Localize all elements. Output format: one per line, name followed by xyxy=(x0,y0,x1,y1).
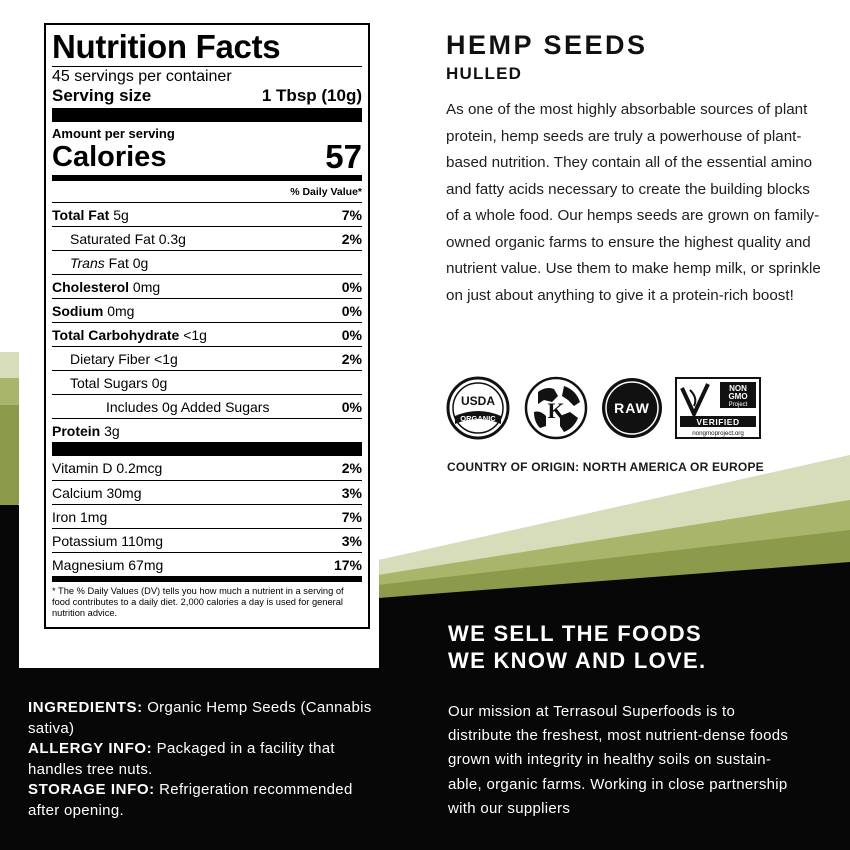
vitamin-row-vitamin-d: Vitamin D 0.2mcg 2% xyxy=(52,460,362,476)
usda-organic-icon xyxy=(446,376,510,440)
amount-per-serving: Amount per serving xyxy=(52,126,175,141)
nutrient-row-protein: Protein 3g xyxy=(52,418,362,442)
divider-thick xyxy=(52,108,362,122)
storage-label: STORAGE INFO: xyxy=(28,781,155,799)
serving-size-value: 1 Tbsp (10g) xyxy=(261,86,362,105)
product-info xyxy=(28,698,388,822)
product-title: HEMP SEEDS xyxy=(446,30,648,60)
non-gmo-verified-icon xyxy=(674,376,762,440)
svg-text:ORGANIC: ORGANIC xyxy=(460,414,496,423)
product-description: As one of the most highly absorbable sources of plant protein, hemp seeds are truly a powerhouse of plant-based nutrition. They contain all of the essential amino and fatty acids necessary to create the building blocks of a whole food. Our hemps seeds are grown on family-owned organic farms to ensure the highest quality and nutrient value. Use them to make hemp milk, or sprinkle on just about anything to give it a protein-rich boost! xyxy=(446,101,821,304)
divider-footnote xyxy=(52,576,362,582)
daily-value-header: % Daily Value* xyxy=(290,186,362,198)
nutrient-row-trans-fat: Trans Fat 0g xyxy=(52,250,362,274)
nutrition-title: Nutrition Facts xyxy=(52,29,362,67)
kosher-globe-icon xyxy=(524,376,588,440)
serving-size-row xyxy=(52,86,362,105)
svg-text:Project: Project xyxy=(728,402,748,408)
nutrient-row-cholesterol: Cholesterol 0mg 0% xyxy=(52,274,362,298)
nutrient-row-total-fat: Total Fat 5g 7% xyxy=(52,202,362,226)
vitamin-row-calcium: Calcium 30mg 3% xyxy=(52,480,362,504)
slogan-line-1: WE SELL THE FOODS xyxy=(448,621,702,646)
ingredients-label: INGREDIENTS: xyxy=(28,699,143,716)
vitamin-row-potassium: Potassium 110mg 3% xyxy=(52,528,362,552)
vitamin-row-magnesium: Magnesium 67mg 17% xyxy=(52,552,362,576)
svg-text:VERIFIED: VERIFIED xyxy=(696,417,740,427)
country-of-origin: COUNTRY OF ORIGIN: NORTH AMERICA OR EUROPE xyxy=(447,460,764,474)
serving-size-label: Serving size xyxy=(52,86,152,105)
daily-value-footnote: * The % Daily Values (DV) tells you how much a nutrient in a serving of food contributes to a daily diet. 2,000 calories a day is used for general nutrition advice. xyxy=(52,586,344,618)
nutrient-row-total-carbohydrate: Total Carbohydrate <1g 0% xyxy=(52,322,362,346)
slogan xyxy=(448,620,706,674)
divider-thick-vitamins xyxy=(52,442,362,456)
allergy-label: ALLERGY INFO: xyxy=(28,740,153,758)
product-subtitle: HULLED xyxy=(446,64,523,83)
mission-statement: Our mission at Terrasoul Superfoods is to distribute the freshest, most nutrient-dense foods grown with integrity in healthy soils on sustain-able, organic farms. Working in close partnership with our suppliers xyxy=(448,703,789,817)
nutrition-panel-backing xyxy=(19,13,379,668)
storage-text: Refrigeration recommended after opening. xyxy=(28,781,353,819)
servings-per-container: 45 servings per container xyxy=(52,68,232,85)
svg-text:USDA: USDA xyxy=(460,394,496,408)
slogan-line-2: WE KNOW AND LOVE. xyxy=(448,648,707,673)
nutrient-row-sodium: Sodium 0mg 0% xyxy=(52,298,362,322)
divider-medium xyxy=(52,175,362,181)
raw-icon xyxy=(600,376,664,440)
nutrient-row-added-sugars: Includes 0g Added Sugars 0% xyxy=(52,394,362,418)
svg-text:GMO: GMO xyxy=(728,392,748,401)
svg-text:K: K xyxy=(547,398,565,423)
vitamin-row-iron: Iron 1mg 7% xyxy=(52,504,362,528)
calories-value: 57 xyxy=(325,138,362,175)
certification-badges xyxy=(446,376,762,440)
nutrient-row-total-sugars: Total Sugars 0g xyxy=(52,370,362,394)
nutrient-row-dietary-fiber: Dietary Fiber <1g 2% xyxy=(52,346,362,370)
nutrition-facts-label xyxy=(44,23,370,629)
calories-label: Calories xyxy=(52,141,167,173)
allergy-text: Packaged in a facility that handles tree nuts. xyxy=(28,740,335,778)
svg-text:nongmoproject.org: nongmoproject.org xyxy=(692,430,744,437)
nutrient-row-saturated-fat: Saturated Fat 0.3g 2% xyxy=(52,226,362,250)
svg-text:NON: NON xyxy=(729,384,747,393)
svg-text:RAW: RAW xyxy=(614,400,650,416)
calories-row xyxy=(52,138,362,175)
ingredients-text: Organic Hemp Seeds (Cannabis sativa) xyxy=(28,699,372,737)
